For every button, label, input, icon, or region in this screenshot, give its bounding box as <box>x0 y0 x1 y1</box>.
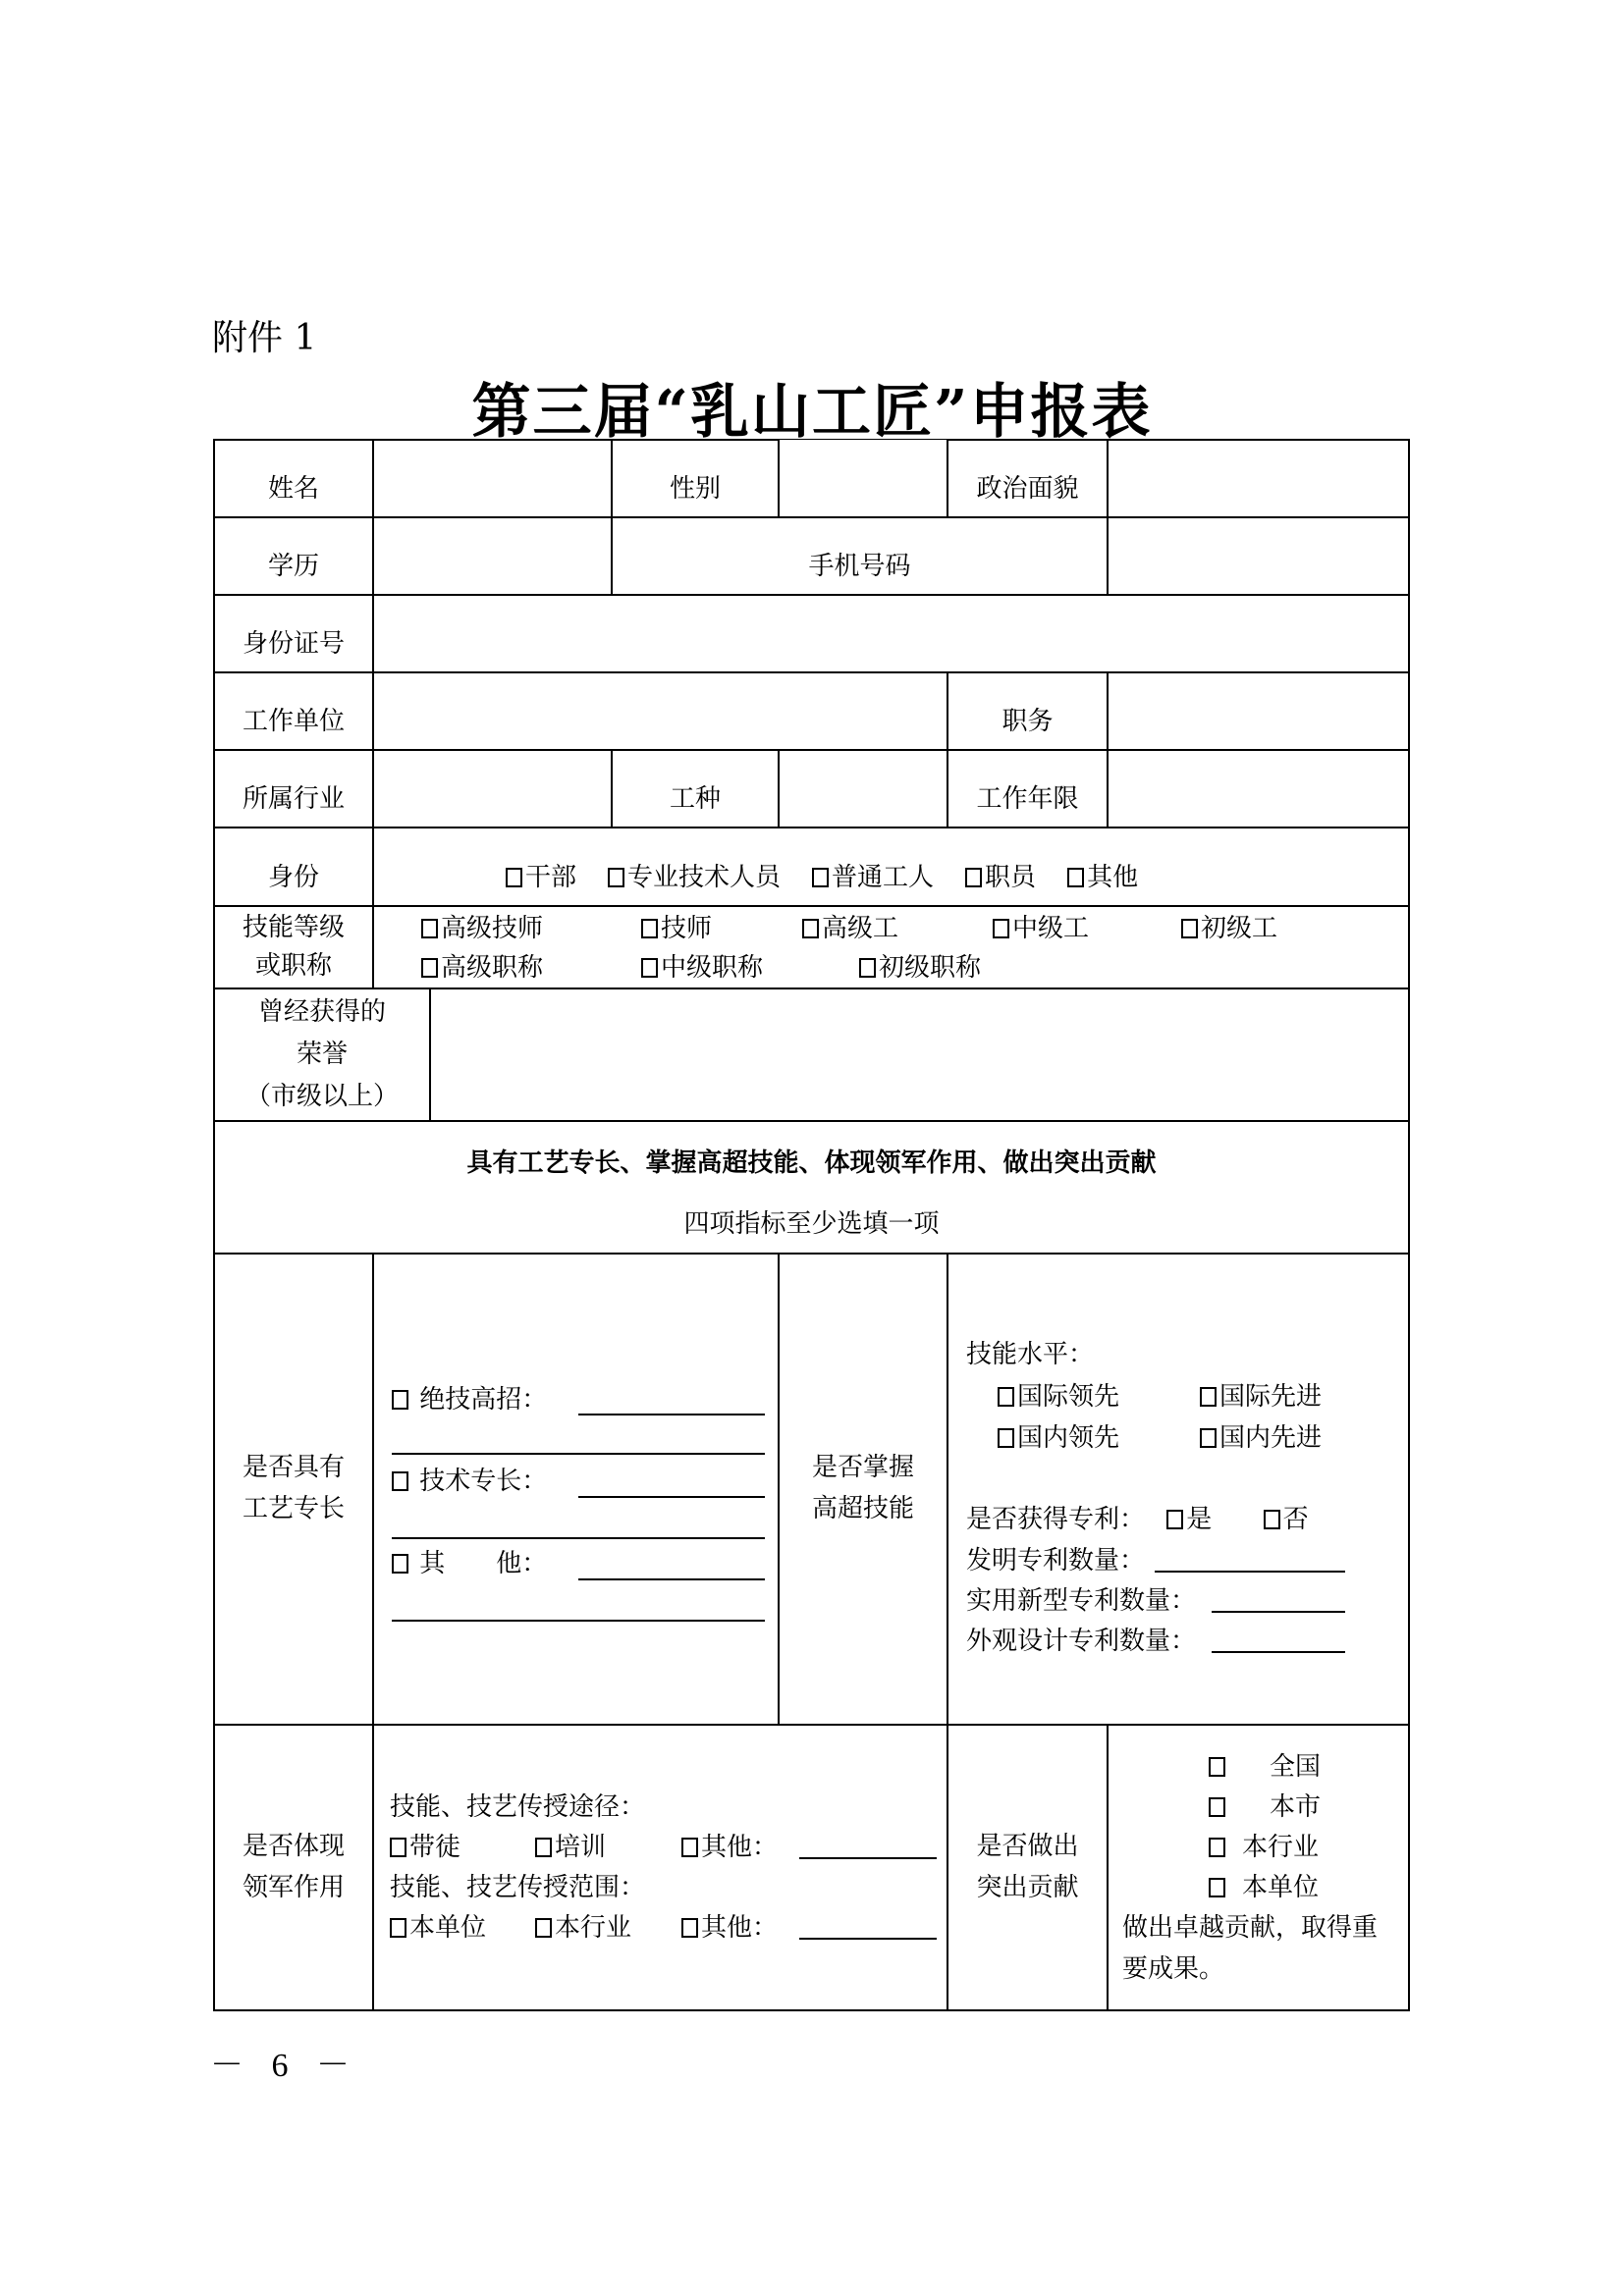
skill-label-line2: 高超技能 <box>811 1494 914 1523</box>
route-option[interactable] <box>535 1828 606 1869</box>
name-label <box>213 439 374 518</box>
option-label: 本市 <box>1270 1792 1322 1822</box>
skill-level-choice[interactable] <box>1200 1377 1322 1418</box>
checkbox-icon[interactable] <box>681 1838 698 1857</box>
checkbox-icon[interactable] <box>392 1390 408 1410</box>
utility-patent-label: 实用新型专利数量： <box>966 1586 1197 1616</box>
option-label: 高级工 <box>822 914 899 943</box>
route-option[interactable] <box>390 1828 460 1869</box>
skill-label-line1: 是否掌握 <box>811 1453 914 1483</box>
patent-label: 是否获得专利： <box>966 1505 1146 1534</box>
option-label: 职员 <box>985 863 1037 893</box>
craft-label-line2: 工艺专长 <box>242 1494 345 1523</box>
identity-option[interactable] <box>812 860 934 897</box>
checkbox-icon[interactable] <box>641 919 658 938</box>
political-label <box>947 439 1109 518</box>
option-label: 国内先进 <box>1219 1423 1323 1453</box>
checkbox-icon[interactable] <box>993 919 1009 938</box>
contribution-label <box>947 1724 1109 2011</box>
option-label: 中级职称 <box>661 953 764 983</box>
industry-field[interactable] <box>372 749 613 828</box>
skill-level-option[interactable] <box>421 909 543 948</box>
honors-label-line1: 曾经获得的 <box>257 997 386 1028</box>
contribution-label-line2: 突出贡献 <box>976 1872 1079 1902</box>
position-field[interactable] <box>1107 671 1410 751</box>
identity-option[interactable] <box>608 860 781 897</box>
title-level-option[interactable] <box>859 948 981 988</box>
scope-other-input[interactable] <box>799 1938 937 1940</box>
page-number: － 6 － <box>210 2048 359 2084</box>
option-label: 全国 <box>1270 1752 1322 1782</box>
trade-label <box>611 749 780 828</box>
identity-options <box>372 827 1410 907</box>
craft-option[interactable] <box>392 1382 547 1419</box>
skill-level-option[interactable] <box>802 909 898 948</box>
years-label <box>947 749 1109 828</box>
criteria-banner <box>213 1120 1410 1255</box>
education-field[interactable] <box>372 516 613 596</box>
checkbox-icon[interactable] <box>1200 1428 1217 1448</box>
years-label-text: 工作年限 <box>976 784 1079 815</box>
option-label: 技师 <box>661 914 713 943</box>
checkbox-icon[interactable] <box>1209 1838 1225 1857</box>
contribution-option[interactable] <box>1209 1868 1319 1909</box>
option-label: 初级职称 <box>879 953 982 983</box>
invention-patent-label: 发明专利数量： <box>966 1546 1146 1575</box>
route-other-input[interactable] <box>799 1857 937 1859</box>
id-label <box>213 594 374 673</box>
checkbox-icon[interactable] <box>1200 1387 1217 1407</box>
skill-level-choice[interactable] <box>1200 1418 1322 1460</box>
education-label <box>213 516 374 596</box>
craft-item-3-input-line2[interactable] <box>392 1620 765 1622</box>
identity-option[interactable] <box>965 860 1036 897</box>
design-patent-label: 外观设计专利数量： <box>966 1627 1197 1656</box>
form-title: 第三届“乳山工匠”申报表 <box>471 378 1153 447</box>
option-label: 其 他： <box>419 1549 548 1578</box>
id-field[interactable] <box>372 594 1410 673</box>
option-label: 其他： <box>701 1833 779 1862</box>
checkbox-icon[interactable] <box>390 1918 406 1938</box>
checkbox-icon[interactable] <box>608 868 624 887</box>
scope-option[interactable] <box>681 1908 778 1949</box>
option-label: 干部 <box>525 863 577 893</box>
skill-level-label-line2: 或职称 <box>254 951 332 981</box>
checkbox-icon[interactable] <box>998 1428 1014 1448</box>
craft-option[interactable] <box>392 1546 547 1583</box>
craft-item-2-input[interactable] <box>578 1496 765 1498</box>
identity-label <box>213 827 374 907</box>
scope-option[interactable] <box>390 1908 486 1949</box>
option-label: 国际领先 <box>1017 1382 1120 1412</box>
option-label: 普通工人 <box>832 863 935 893</box>
leadership-label-line1: 是否体现 <box>242 1831 345 1861</box>
employer-label-text: 工作单位 <box>242 707 345 737</box>
checkbox-icon[interactable] <box>1209 1757 1225 1777</box>
checkbox-icon[interactable] <box>421 919 438 938</box>
option-label: 国际先进 <box>1219 1382 1323 1412</box>
checkbox-icon[interactable] <box>802 919 819 938</box>
checkbox-icon[interactable] <box>1209 1797 1225 1817</box>
contribution-label-line1: 是否做出 <box>976 1831 1079 1861</box>
employer-field[interactable] <box>372 671 948 751</box>
patent-yes-option[interactable] <box>1166 1505 1212 1534</box>
option-label: 国内领先 <box>1017 1423 1120 1453</box>
skill-level-label <box>213 905 374 989</box>
checkbox-icon[interactable] <box>1067 868 1084 887</box>
checkbox-icon[interactable] <box>812 868 829 887</box>
contribution-option[interactable] <box>1209 1828 1319 1869</box>
craft-item-1-input-line2[interactable] <box>392 1453 765 1455</box>
political-field[interactable] <box>1107 439 1410 518</box>
industry-label-text: 所属行业 <box>242 784 345 815</box>
contribution-option[interactable] <box>1209 1788 1321 1829</box>
option-label: 专业技术人员 <box>627 863 782 893</box>
position-label-text: 职务 <box>1001 707 1054 737</box>
option-label: 本单位 <box>409 1913 487 1943</box>
trade-field[interactable] <box>778 749 948 828</box>
criteria-banner-title: 具有工艺专长、掌握高超技能、体现领军作用、做出突出贡献 <box>466 1148 1157 1178</box>
identity-option[interactable] <box>506 860 576 897</box>
industry-label <box>213 749 374 828</box>
skill-level-options <box>372 905 1410 989</box>
option-label: 高级技师 <box>441 914 544 943</box>
leadership-label <box>213 1724 374 2011</box>
checkbox-icon[interactable] <box>392 1554 408 1574</box>
skill-level-heading: 技能水平： <box>966 1340 1095 1369</box>
criteria-banner-note: 四项指标至少选填一项 <box>683 1208 940 1239</box>
option-label: 中级工 <box>1012 914 1090 943</box>
gender-label <box>611 439 780 518</box>
position-label <box>947 671 1109 751</box>
identity-option[interactable] <box>1067 860 1138 897</box>
contribution-option[interactable] <box>1209 1747 1321 1789</box>
option-label: 是 <box>1186 1505 1213 1534</box>
checkbox-icon[interactable] <box>421 958 438 978</box>
skill-details <box>947 1253 1410 1726</box>
craft-item-3-input[interactable] <box>578 1578 765 1580</box>
skill-level-choice[interactable] <box>998 1418 1119 1460</box>
checkbox-icon[interactable] <box>392 1471 408 1491</box>
craft-item-1-input[interactable] <box>578 1414 765 1415</box>
checkbox-icon[interactable] <box>535 1838 552 1857</box>
checkbox-icon[interactable] <box>859 958 876 978</box>
invention-patent-input[interactable] <box>1155 1571 1345 1573</box>
option-label: 本行业 <box>555 1913 632 1943</box>
patent-question <box>966 1500 1309 1541</box>
skill-level-label-line1: 技能等级 <box>242 913 345 942</box>
checkbox-icon[interactable] <box>390 1838 406 1857</box>
checkbox-icon[interactable] <box>641 958 658 978</box>
phone-field[interactable] <box>1107 516 1410 596</box>
honors-label <box>213 988 431 1122</box>
skill-level-option[interactable] <box>993 909 1089 948</box>
education-label-text: 学历 <box>267 552 319 582</box>
checkbox-icon[interactable] <box>965 868 982 887</box>
attachment-label: 附件 1 <box>212 318 317 358</box>
skill-label <box>778 1253 948 1726</box>
name-field[interactable] <box>372 439 613 518</box>
craft-label-line1: 是否具有 <box>242 1453 345 1483</box>
option-label: 本单位 <box>1242 1873 1320 1902</box>
id-label-text: 身份证号 <box>242 629 345 660</box>
gender-label-text: 性别 <box>669 474 721 505</box>
option-label: 绝技高招： <box>419 1385 548 1415</box>
design-patent-input[interactable] <box>1212 1651 1345 1653</box>
option-label: 培训 <box>555 1833 607 1862</box>
patent-no-option[interactable] <box>1264 1505 1309 1534</box>
route-option[interactable] <box>681 1828 778 1869</box>
option-label: 本行业 <box>1242 1833 1320 1862</box>
craft-label <box>213 1253 374 1726</box>
skill-level-option[interactable] <box>641 909 712 948</box>
years-field[interactable] <box>1107 749 1410 828</box>
honors-label-line3: （市级以上） <box>244 1081 399 1111</box>
title-level-option[interactable] <box>421 948 543 988</box>
employer-label <box>213 671 374 751</box>
option-label: 技术专长： <box>419 1467 548 1496</box>
checkbox-icon[interactable] <box>506 868 522 887</box>
craft-item-2-input-line2[interactable] <box>392 1537 765 1539</box>
phone-label <box>611 516 1109 596</box>
leadership-details <box>372 1724 948 2011</box>
craft-options <box>372 1253 780 1726</box>
identity-label-text: 身份 <box>267 863 319 893</box>
checkbox-icon[interactable] <box>1264 1510 1280 1529</box>
gender-field[interactable] <box>778 439 948 518</box>
political-label-text: 政治面貌 <box>976 474 1079 505</box>
contribution-details <box>1107 1724 1410 2011</box>
utility-patent-input[interactable] <box>1212 1611 1345 1613</box>
checkbox-icon[interactable] <box>535 1918 552 1938</box>
trade-label-text: 工种 <box>669 784 721 815</box>
phone-label-text: 手机号码 <box>808 552 911 582</box>
checkbox-icon[interactable] <box>1166 1510 1183 1529</box>
name-label-text: 姓名 <box>267 474 319 505</box>
contribution-note: 做出卓越贡献，取得重要成果。 <box>1122 1913 1379 1984</box>
option-label: 其他 <box>1087 863 1139 893</box>
route-label: 技能、技艺传授途径： <box>390 1792 646 1822</box>
scope-label: 技能、技艺传授范围： <box>390 1873 646 1902</box>
scope-option[interactable] <box>535 1908 631 1949</box>
option-label: 高级职称 <box>441 953 544 983</box>
honors-field[interactable] <box>429 988 1410 1122</box>
checkbox-icon[interactable] <box>998 1387 1014 1407</box>
option-label: 否 <box>1282 1505 1309 1534</box>
craft-option[interactable] <box>392 1464 547 1501</box>
option-label: 带徒 <box>409 1833 461 1862</box>
leadership-label-line2: 领军作用 <box>242 1872 345 1902</box>
option-label: 初级工 <box>1201 914 1278 943</box>
checkbox-icon[interactable] <box>1209 1878 1225 1897</box>
checkbox-icon[interactable] <box>681 1918 698 1938</box>
honors-label-line2: 荣誉 <box>296 1040 348 1070</box>
skill-level-option[interactable] <box>1181 909 1277 948</box>
option-label: 其他： <box>701 1913 779 1943</box>
checkbox-icon[interactable] <box>1181 919 1198 938</box>
skill-level-choice[interactable] <box>998 1377 1119 1418</box>
title-level-option[interactable] <box>641 948 763 988</box>
